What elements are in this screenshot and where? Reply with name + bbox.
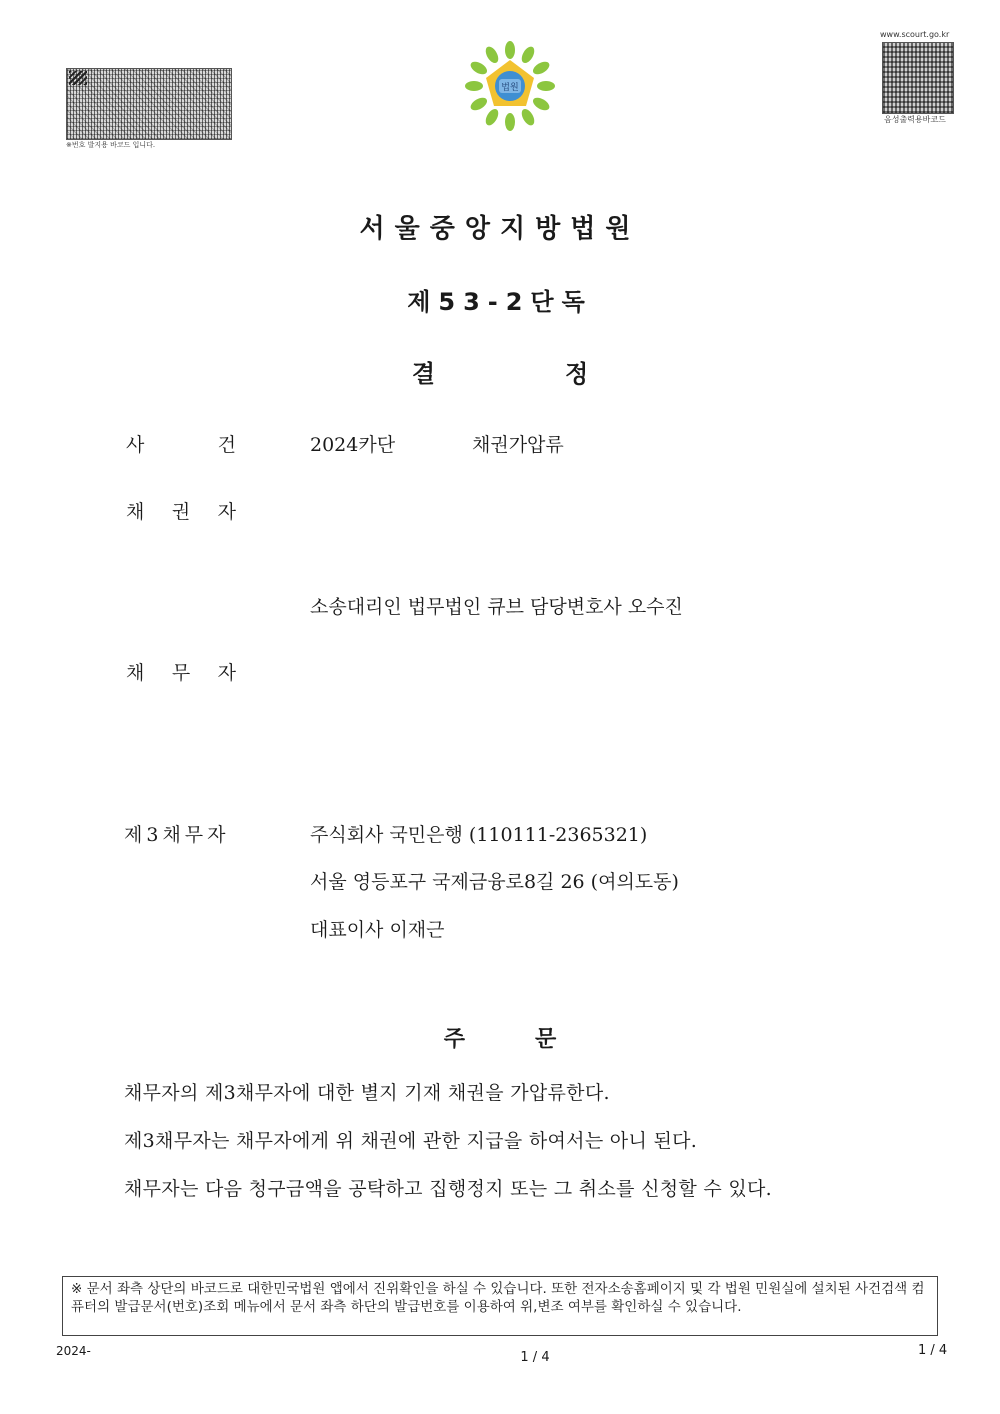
barcode-caption: ※번호 발지용 바코드 입니다. bbox=[66, 141, 156, 149]
case-name: 채권가압류 bbox=[472, 434, 564, 456]
third-debtor-label: 제3채무자 bbox=[124, 824, 230, 846]
third-debtor-address: 서울 영등포구 국제금융로8길 26 (여의도동) bbox=[310, 871, 679, 893]
creditor-label: 채 권 자 bbox=[126, 501, 236, 523]
order-title: 주 문 bbox=[443, 1027, 557, 1052]
debtor-label: 채 무 자 bbox=[126, 662, 236, 684]
page-number-center: 1 / 4 bbox=[520, 1350, 550, 1365]
order-line: 채무자의 제3채무자에 대한 별지 기재 채권을 가압류한다. bbox=[124, 1082, 610, 1104]
page-number-right: 1 / 4 bbox=[918, 1343, 948, 1358]
order-line: 채무자는 다음 청구금액을 공탁하고 집행정지 또는 그 취소를 신청할 수 있다. bbox=[124, 1178, 773, 1200]
verification-notice: ※ 문서 좌측 상단의 바코드로 대한민국법원 앱에서 진위확인을 하실 수 있습니다. 또한 전자소송홈페이지 및 각 법원 민원실에 설치된 사건검색 컴퓨터의 발급문서(번호)조회 메뉴에서 문서 좌측 하단의 발급번호를 이용하여 위,변조 여부를 확인하실 수 있습니다. bbox=[62, 1276, 938, 1336]
order-line: 제3채무자는 채무자에게 위 채권에 관한 지급을 하여서는 아니 된다. bbox=[124, 1130, 698, 1152]
case-label: 사 건 bbox=[126, 434, 236, 456]
court-emblem-icon bbox=[464, 40, 556, 132]
issue-number: 2024- bbox=[56, 1344, 91, 1358]
division-name: 제53-2단독 bbox=[407, 288, 593, 316]
creditor-agent: 소송대리인 법무법인 큐브 담당변호사 오수진 bbox=[310, 596, 683, 618]
third-debtor-representative: 대표이사 이재근 bbox=[310, 919, 445, 941]
court-name: 서울중앙지방법원 bbox=[359, 214, 641, 244]
qr-caption: 음성출력용바코드 bbox=[884, 115, 946, 124]
qr-url: www.scourt.go.kr bbox=[880, 30, 950, 39]
title-char-left: 결 bbox=[411, 360, 435, 388]
document-barcode bbox=[66, 68, 232, 140]
document-title bbox=[0, 354, 1000, 389]
title-char-right: 정 bbox=[565, 360, 589, 388]
emblem-label: 법원 bbox=[501, 83, 519, 93]
voice-output-qr-code bbox=[882, 42, 954, 114]
third-debtor-name: 주식회사 국민은행 (110111-2365321) bbox=[310, 824, 648, 846]
case-number: 2024카단 bbox=[310, 434, 396, 456]
